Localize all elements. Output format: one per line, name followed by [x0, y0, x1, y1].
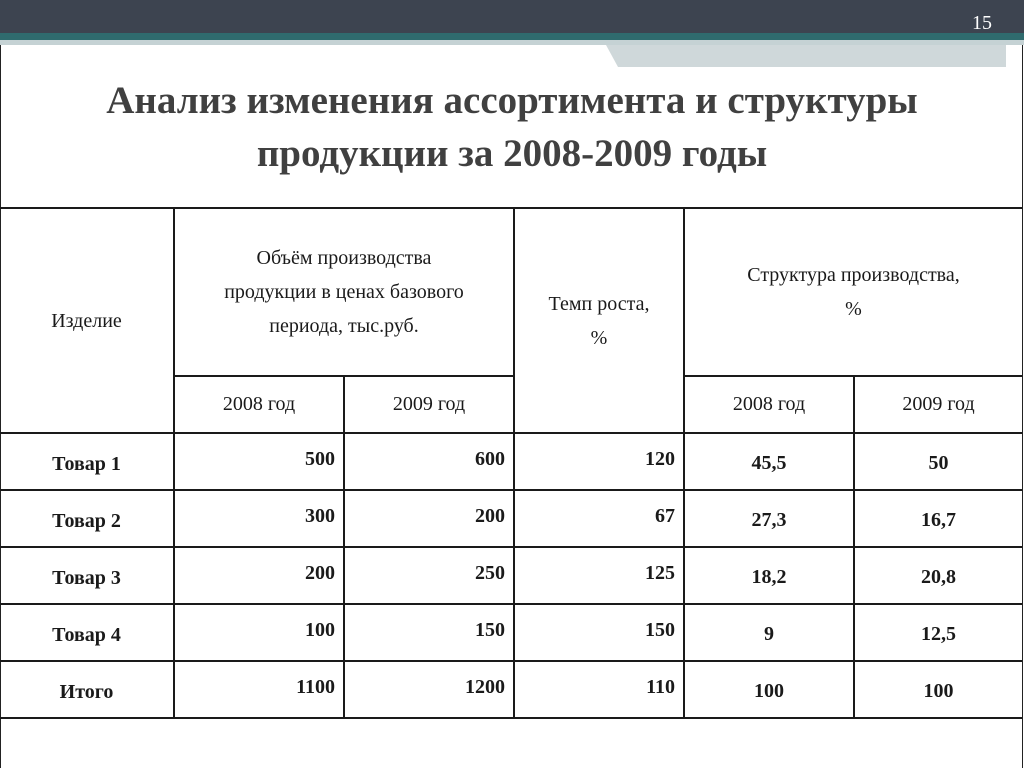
slide-title [30, 74, 994, 180]
row-volume-2009: 250 [344, 547, 514, 604]
table-row [0, 547, 1022, 604]
slide-number: 15 [972, 12, 992, 34]
slide-title-line-1: Анализ изменения ассортимента и структуры [106, 79, 918, 122]
slide-border-right [1022, 45, 1023, 768]
row-volume-2009: 1200 [344, 661, 514, 718]
slide-title-line-2: продукции за 2008-2009 годы [256, 132, 768, 175]
header-structure-line-2: % [845, 298, 862, 320]
row-volume-2009: 150 [344, 604, 514, 661]
row-growth: 67 [514, 490, 684, 547]
row-structure-2009: 100 [854, 661, 1022, 718]
header-growth-line-1: Темп роста, [548, 292, 650, 315]
header-structure-2008: 2008 год [684, 376, 854, 433]
row-structure-2009: 50 [854, 433, 1022, 490]
row-volume-2008: 1100 [174, 661, 344, 718]
header-structure [684, 208, 1022, 376]
row-volume-2008: 100 [174, 604, 344, 661]
header-item-label: Изделие [51, 309, 122, 332]
row-volume-2008: 300 [174, 490, 344, 547]
decorative-shape [606, 45, 1006, 67]
row-structure-2008: 9 [684, 604, 854, 661]
row-structure-2009: 16,7 [854, 490, 1022, 547]
header-stripe [0, 40, 1024, 45]
row-volume-2009: 200 [344, 490, 514, 547]
row-name: Товар 4 [0, 604, 174, 661]
row-structure-2008: 18,2 [684, 547, 854, 604]
header-structure-line-1: Структура производства, [747, 264, 960, 286]
header-volume-2008: 2008 год [174, 376, 344, 433]
header-item [0, 208, 174, 433]
row-structure-2008: 45,5 [684, 433, 854, 490]
row-structure-2008: 27,3 [684, 490, 854, 547]
table-header-row [0, 208, 1022, 376]
header-volume-2009: 2009 год [344, 376, 514, 433]
row-growth: 120 [514, 433, 684, 490]
table-total-row [0, 661, 1022, 718]
header-accent-bar [0, 33, 1024, 40]
row-name: Товар 2 [0, 490, 174, 547]
row-structure-2008: 100 [684, 661, 854, 718]
header-volume [174, 208, 514, 376]
row-growth: 125 [514, 547, 684, 604]
assortment-table [0, 207, 1022, 719]
row-structure-2009: 12,5 [854, 604, 1022, 661]
row-structure-2009: 20,8 [854, 547, 1022, 604]
header-volume-line-2: продукции в ценах базового [224, 281, 464, 303]
row-name: Товар 1 [0, 433, 174, 490]
table-row [0, 604, 1022, 661]
row-name: Итого [0, 661, 174, 718]
header-bar [0, 0, 1024, 33]
table-row [0, 433, 1022, 490]
header-growth-line-2: % [590, 326, 608, 349]
header-volume-line-1: Объём производства [256, 247, 432, 269]
row-volume-2009: 600 [344, 433, 514, 490]
table-row [0, 490, 1022, 547]
row-growth: 150 [514, 604, 684, 661]
header-volume-line-3: периода, тыс.руб. [269, 315, 419, 337]
row-name: Товар 3 [0, 547, 174, 604]
header-structure-2009: 2009 год [854, 376, 1022, 433]
row-volume-2008: 500 [174, 433, 344, 490]
header-growth [514, 208, 684, 433]
row-growth: 110 [514, 661, 684, 718]
row-volume-2008: 200 [174, 547, 344, 604]
